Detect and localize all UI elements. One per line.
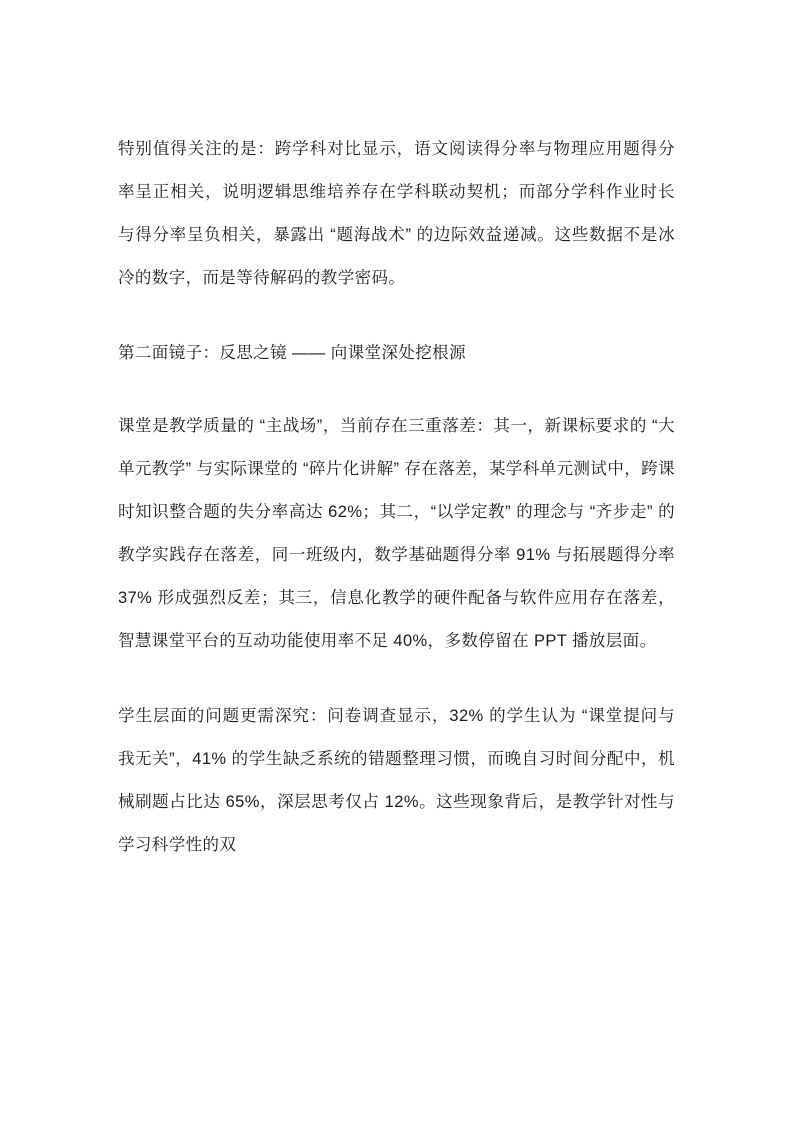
heading-second-mirror: 第二面镜子：反思之镜 —— 向课堂深处挖根源 <box>118 344 466 362</box>
paragraph-student-issues: 学生层面的问题更需深究：问卷调查显示，32% 的学生认为 “课堂提问与我无关”，41% 的学生缺乏系统的错题整理习惯，而晚自习时间分配中，机械刷题占比达 65%，深层思考仅占 12%。这些现象背后，是教学针对性与学习科学性的双 <box>118 707 675 854</box>
document-body <box>118 128 675 867</box>
paragraph-classroom-gaps: 课堂是教学质量的 “主战场”，当前存在三重落差：其一，新课标要求的 “大单元教学” 与实际课堂的 “碎片化讲解” 存在落差，某学科单元测试中，跨课时知识整合题的失分率高达 62%；其二，“以学定教” 的理念与 “齐步走” 的教学实践存在落差，同一班级内，数学基础题得分率 91% 与拓展题得分率 37% 形成强烈反差；其三，信息化教学的硬件配备与软件应用存在落差，智慧课堂平台的互动功能使用率不足 40%，多数停留在 PPT 播放层面。 <box>118 417 675 650</box>
paragraph-cross-discipline: 特别值得关注的是：跨学科对比显示，语文阅读得分率与物理应用题得分率呈正相关，说明逻辑思维培养存在学科联动契机；而部分学科作业时长与得分率呈负相关，暴露出 “题海战术” 的边际效益递减。这些数据不是冰冷的数字，而是等待解码的教学密码。 <box>118 140 675 287</box>
